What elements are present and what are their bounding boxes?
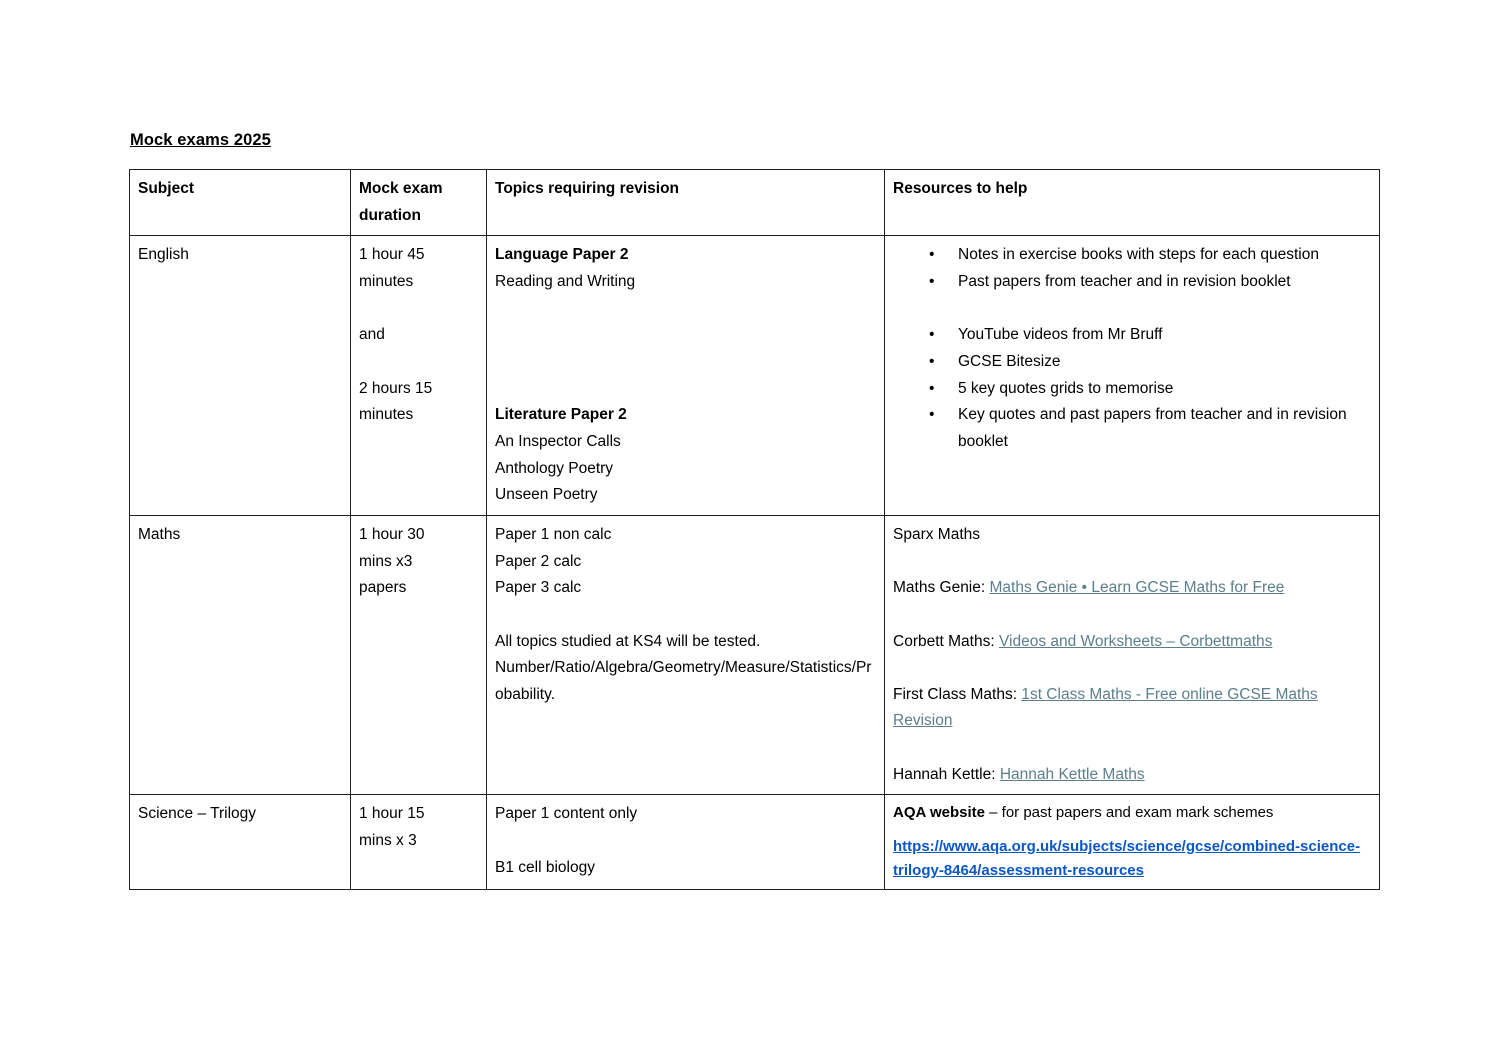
spacer	[359, 296, 477, 323]
aqa-description: – for past papers and exam mark schemes	[984, 804, 1274, 822]
aqa-bold-label: AQA website	[893, 804, 985, 822]
cell-resources-english	[885, 236, 1380, 516]
topics-line: Number/Ratio/Algebra/Geometry/Measure/Statistics/Probability.	[495, 659, 872, 703]
duration-line: 1 hour 30	[359, 525, 425, 543]
duration-line: 2 hours 15	[359, 379, 433, 397]
topics-line: Unseen Poetry	[495, 486, 598, 504]
link-hannah-kettle[interactable]: Hannah Kettle Maths	[999, 765, 1145, 783]
list-item: • Notes in exercise books with steps for each question	[893, 242, 1370, 269]
header-duration: Mock exam duration	[351, 170, 487, 236]
spacer	[495, 349, 875, 376]
list-item: • YouTube videos from Mr Bruff	[893, 322, 1370, 349]
link-first-class-maths[interactable]: 1st Class Maths - Free online GCSE Maths Revision	[893, 685, 1318, 730]
resource-corbett-maths	[893, 629, 1370, 656]
topics-line: Paper 3 calc	[495, 579, 582, 597]
cell-subject-science: Science – Trilogy	[130, 795, 351, 890]
list-item: • Past papers from teacher and in revision booklet	[893, 269, 1370, 296]
spacer	[495, 296, 875, 323]
resource-first-class-maths	[893, 682, 1370, 735]
topics-line: An Inspector Calls	[495, 432, 621, 450]
cell-resources-science	[885, 795, 1380, 890]
topics-line: B1 cell biology	[495, 858, 595, 876]
link-maths-genie[interactable]: Maths Genie • Learn GCSE Maths for Free	[989, 579, 1285, 597]
topics-heading: Language Paper 2	[495, 246, 629, 264]
spacer	[495, 322, 875, 349]
duration-line: and	[359, 326, 385, 344]
header-subject: Subject	[130, 170, 351, 236]
duration-line: minutes	[359, 272, 414, 290]
cell-resources-maths	[885, 515, 1380, 795]
resources-bullet-list	[893, 242, 1370, 455]
topics-line: Reading and Writing	[495, 272, 636, 290]
spacer	[893, 735, 1370, 762]
spacer	[893, 655, 1370, 682]
topics-line: Paper 1 content only	[495, 805, 638, 823]
list-item: • Key quotes and past papers from teacher and in revision booklet	[893, 402, 1370, 455]
topics-line: Paper 1 non calc	[495, 525, 612, 543]
spacer	[495, 828, 875, 855]
cell-topics-english	[487, 236, 885, 516]
duration-line: minutes	[359, 406, 414, 424]
cell-duration-english	[351, 236, 487, 516]
topics-line: All topics studied at KS4 will be tested.	[495, 632, 761, 650]
resource-hannah-kettle	[893, 762, 1370, 789]
link-corbett-maths[interactable]: Videos and Worksheets – Corbettmaths	[998, 632, 1273, 650]
list-item: • GCSE Bitesize	[893, 349, 1370, 376]
cell-duration-maths	[351, 515, 487, 795]
aqa-url-line	[893, 835, 1370, 884]
spacer	[893, 826, 1370, 835]
table-row	[130, 795, 1380, 890]
resource-sparx: Sparx Maths	[893, 525, 981, 543]
resource-maths-genie	[893, 575, 1370, 602]
page-title: Mock exams 2025	[130, 131, 271, 149]
header-topics: Topics requiring revision	[487, 170, 885, 236]
list-item: • 5 key quotes grids to memorise	[893, 376, 1370, 403]
cell-topics-maths	[487, 515, 885, 795]
spacer	[495, 602, 875, 629]
duration-line: mins x3	[359, 552, 413, 570]
header-resources: Resources to help	[885, 170, 1380, 236]
list-spacer	[893, 296, 1370, 323]
duration-line: 1 hour 45	[359, 246, 425, 264]
cell-duration-science	[351, 795, 487, 890]
topics-heading: Literature Paper 2	[495, 406, 627, 424]
duration-line: 1 hour 15	[359, 805, 425, 823]
table-row	[130, 236, 1380, 516]
link-aqa-assessment-resources[interactable]: https://www.aqa.org.uk/subjects/science/gcse/combined-science-trilogy-8464/assessment-resources	[893, 837, 1361, 880]
topics-line: Anthology Poetry	[495, 459, 614, 477]
resource-label: Corbett Maths:	[893, 632, 999, 650]
spacer	[893, 602, 1370, 629]
duration-line: mins x 3	[359, 832, 417, 850]
resource-aqa-website	[893, 801, 1370, 825]
cell-subject-maths: Maths	[130, 515, 351, 795]
resource-label: First Class Maths:	[893, 685, 1022, 703]
spacer	[495, 376, 875, 403]
cell-subject-english: English	[130, 236, 351, 516]
spacer	[893, 549, 1370, 576]
resource-label: Maths Genie:	[893, 579, 990, 597]
mock-exams-table	[129, 169, 1380, 890]
topics-line: Paper 2 calc	[495, 552, 582, 570]
cell-topics-science	[487, 795, 885, 890]
duration-line: papers	[359, 579, 407, 597]
table-row	[130, 515, 1380, 795]
table-header-row	[130, 170, 1380, 236]
resource-label: Hannah Kettle:	[893, 765, 1000, 783]
spacer	[359, 349, 477, 376]
